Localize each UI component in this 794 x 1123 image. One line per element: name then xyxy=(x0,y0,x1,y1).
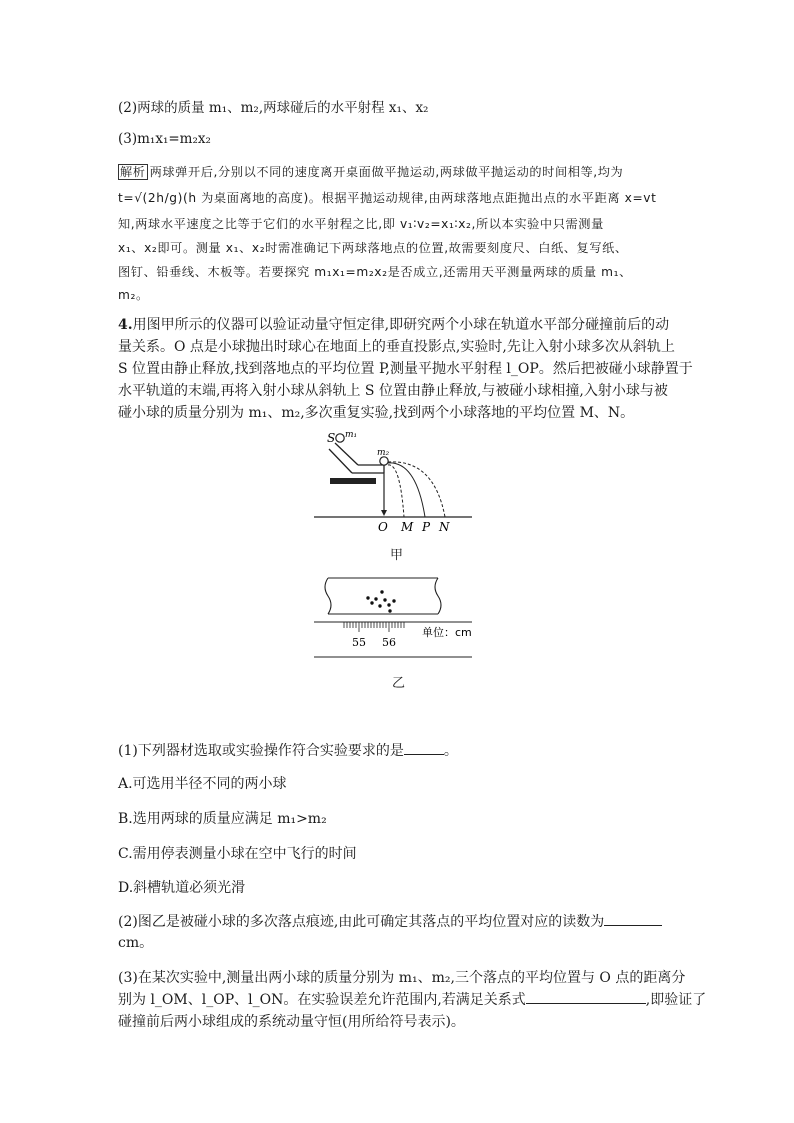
figure-apparatus xyxy=(300,425,500,535)
question-4-line-4: 水平轨道的末端,再将入射小球从斜轨上 S 位置由静止释放,与被碰小球相撞,入射小球与被 xyxy=(118,383,668,399)
option-b: B.选用两球的质量应满足 m₁>m₂ xyxy=(118,811,327,827)
caption-fig-b: 乙 xyxy=(392,676,406,691)
trajectory-N xyxy=(388,462,445,517)
ruler-ticks xyxy=(344,622,404,632)
strip-right-edge xyxy=(435,578,441,614)
incident-ball xyxy=(336,434,344,442)
ruler-unit: 单位：cm xyxy=(422,626,472,639)
solution-line-5: 图钉、铅垂线、木板等。若要探究 m₁x₁=m₂x₂是否成立,还需用天平测量两球的质量 m₁、 xyxy=(118,265,632,279)
strip-left-edge xyxy=(325,578,331,614)
subquestion-3-line-1: (3)在某次实验中,测量出两小球的质量分别为 m₁、m₂,三个落点的平均位置与 O 点的距离分 xyxy=(118,970,686,986)
solution-tag: 解析 xyxy=(120,165,146,179)
ruler-tick-56: 56 xyxy=(382,636,396,649)
target-ball xyxy=(380,457,388,465)
ruler-tick-55: 55 xyxy=(352,636,366,649)
subquestion-1: (1)下列器材选取或实验操作符合实验要求的是 。 xyxy=(118,740,458,762)
question-4-line-1: 4.用图甲所示的仪器可以验证动量守恒定律,即研究两个小球在轨道水平部分碰撞前后的动 xyxy=(118,317,670,333)
answer-item-2: (2)两球的质量 m₁、m₂,两球碰后的水平射程 x₁、x₂ xyxy=(118,100,429,116)
option-c: C.需用停表测量小球在空中飞行的时间 xyxy=(118,846,357,862)
label-O: O xyxy=(378,520,388,534)
question-number: 4. xyxy=(118,317,133,333)
question-4-line-5: 碰小球的质量分别为 m₁、m₂,多次重复实验,找到两个小球落地的平均位置 M、N。 xyxy=(118,405,635,421)
label-M: M xyxy=(401,520,414,534)
subquestion-2-line-2: cm。 xyxy=(118,935,154,951)
label-m1: m₁ xyxy=(345,430,358,440)
label-S: S xyxy=(327,431,336,445)
subquestion-3-line-2: 别为 l_OM、l_OP、l_ON。在实验误差允许范围内,若满足关系式 ,即验证了 xyxy=(118,989,706,1011)
solution-line-4: x₁、x₂即可。测量 x₁、x₂时需准确记下两球落地点的位置,故需要刻度尺、白纸、复写纸、 xyxy=(118,241,628,255)
answer-blank-3[interactable] xyxy=(526,989,646,1004)
solution-line-2: t=√(2h/g)(h 为桌面离地的高度)。根据平抛运动规律,由两球落地点距抛出点的水平距离 x=vt xyxy=(118,191,657,205)
answer-item-3: (3)m₁x₁=m₂x₂ xyxy=(118,131,211,147)
label-P: P xyxy=(422,520,431,534)
answer-blank-1[interactable] xyxy=(404,740,444,755)
option-a: A.可选用半径不同的两小球 xyxy=(118,776,287,792)
label-N: N xyxy=(439,520,450,534)
answer-blank-2[interactable] xyxy=(604,911,662,926)
caption-fig-a: 甲 xyxy=(390,548,404,563)
subquestion-3-line-3: 碰撞前后两小球组成的系统动量守恒(用所给符号表示)。 xyxy=(118,1014,465,1030)
solution-line-1: 解析 两球弹开后,分别以不同的速度离开桌面做平抛运动,两球做平抛运动的时间相等,均为 xyxy=(120,165,624,179)
option-d: D.斜槽轨道必须光滑 xyxy=(118,880,246,896)
subquestion-2-line-1: (2)图乙是被碰小球的多次落点痕迹,由此可确定其落点的平均位置对应的读数为 xyxy=(118,911,662,933)
solution-line-3: 知,两球水平速度之比等于它们的水平射程之比,即 v₁∶v₂=x₁∶x₂,所以本实验中只需测量 xyxy=(118,217,604,231)
label-m2: m₂ xyxy=(377,448,390,458)
trajectory-M xyxy=(388,465,404,517)
clamp-bar xyxy=(330,478,376,484)
question-4-line-3: S 位置由静止释放,找到落地点的平均位置 P,测量平抛水平射程 l_OP。然后把被碰小球静置于 xyxy=(118,361,693,377)
figure-landing-marks xyxy=(310,570,490,662)
incline-rail-bottom xyxy=(329,449,352,473)
landing-dots xyxy=(366,590,395,612)
solution-line-6: m₂。 xyxy=(118,288,149,302)
trajectory-P xyxy=(388,463,425,517)
question-4-line-2: 量关系。O 点是小球抛出时球心在地面上的垂直投影点,实验时,先让入射小球多次从斜轨上 xyxy=(118,339,675,355)
incline-rail-top xyxy=(335,443,358,465)
